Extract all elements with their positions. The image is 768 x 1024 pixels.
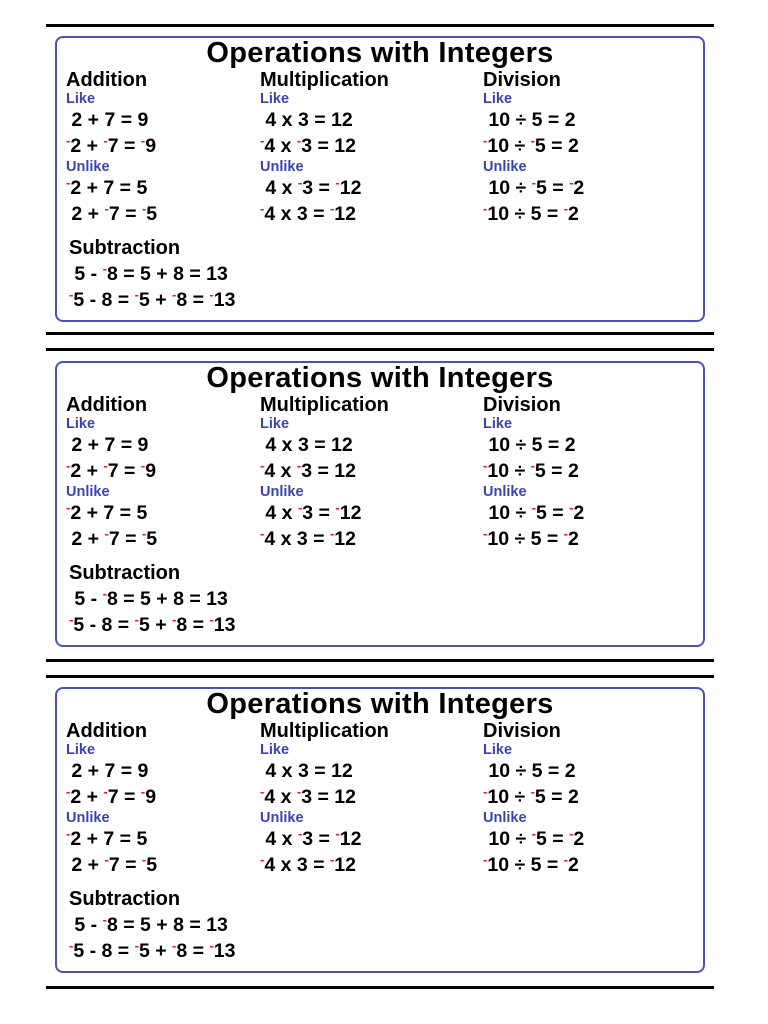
negative-sign: - (260, 784, 265, 799)
equation (260, 432, 389, 458)
negative-sign: - (66, 826, 71, 841)
equation-text: 10 ÷ (483, 502, 532, 524)
equation-text: 3 = (302, 177, 336, 199)
equation-text: 2 (567, 203, 579, 225)
equation-text: 5 + (138, 289, 173, 311)
equation-text: 13 (213, 289, 236, 311)
equation-text: 13 (213, 940, 236, 962)
division-heading: Division (483, 720, 561, 742)
equation (260, 784, 389, 810)
equation-text: 2 + 7 = 5 (70, 177, 148, 199)
equation-text: 4 x 3 = (264, 854, 330, 876)
equation (66, 107, 157, 133)
equation-text: 12 (334, 854, 356, 876)
negative-sign: - (69, 287, 74, 302)
equation (483, 758, 584, 784)
equation-text: 2 + (66, 854, 105, 876)
negative-sign: - (102, 586, 107, 601)
subtraction-heading: Subtraction (69, 237, 181, 259)
negative-sign: - (260, 201, 265, 216)
equation-text: 5 - 8 = (73, 289, 135, 311)
like-label: Like (260, 91, 290, 107)
negative-sign: - (102, 912, 107, 927)
equation (66, 526, 157, 552)
negative-sign: - (483, 526, 488, 541)
equation (69, 287, 235, 313)
equation-text: 10 ÷ (487, 135, 531, 157)
negative-sign: - (531, 826, 536, 841)
equation (260, 458, 389, 484)
subtraction-heading: Subtraction (69, 888, 181, 910)
negative-sign: - (66, 175, 71, 190)
multiplication-heading: Multiplication (260, 720, 389, 742)
integer-operations-card (55, 687, 705, 973)
equation-text: 8 = 5 + 8 = 13 (106, 588, 228, 610)
negative-sign: - (140, 458, 146, 473)
equation-text: 7 = (108, 203, 142, 225)
equation (483, 784, 584, 810)
negative-sign: - (102, 261, 107, 276)
equation (260, 175, 389, 201)
equation-text: 5 (146, 854, 158, 876)
subtraction-section (69, 886, 235, 964)
equation (66, 758, 157, 784)
equation (260, 107, 389, 133)
negative-sign: - (104, 852, 109, 867)
negative-sign: - (172, 287, 177, 302)
equation-text: 3 = 12 (301, 135, 356, 157)
equation (69, 612, 235, 638)
equation-text: 7 = (108, 528, 142, 550)
equation-text: 9 (145, 460, 157, 482)
unlike-label: Unlike (66, 810, 110, 826)
equation-text: 4 x (260, 502, 298, 524)
equation-text: 8 = 5 + 8 = 13 (106, 263, 228, 285)
equation-text: 3 = (302, 502, 336, 524)
negative-sign: - (329, 526, 335, 541)
negative-sign: - (103, 784, 108, 799)
equation (483, 526, 584, 552)
divider-line (46, 332, 714, 335)
unlike-label: Unlike (260, 484, 304, 500)
negative-sign: - (483, 852, 488, 867)
equation-text: 10 ÷ 5 = (487, 854, 564, 876)
negative-sign: - (563, 201, 568, 216)
equation-text: 5 - (69, 263, 103, 285)
equation-text: 10 ÷ (487, 786, 531, 808)
negative-sign: - (260, 458, 265, 473)
equation-text: 7 = (107, 786, 141, 808)
equation-text: 8 = (176, 940, 210, 962)
equation-text: 5 + (138, 614, 173, 636)
negative-sign: - (141, 852, 147, 867)
negative-sign: - (134, 938, 139, 953)
equation-text: 10 ÷ 5 = 2 (483, 109, 576, 131)
negative-sign: - (66, 133, 71, 148)
equation-text: 5 = (536, 177, 570, 199)
addition-heading: Addition (66, 69, 148, 91)
multiplication-column (260, 720, 389, 878)
equation-text: 2 (573, 177, 585, 199)
equation-text: 10 ÷ (483, 177, 532, 199)
negative-sign: - (335, 826, 340, 841)
like-label: Like (66, 742, 96, 758)
negative-sign: - (569, 500, 574, 515)
negative-sign: - (297, 175, 303, 190)
equation-text: 2 + (70, 135, 104, 157)
negative-sign: - (141, 526, 147, 541)
equation-text: 2 + 7 = 5 (70, 502, 148, 524)
negative-sign: - (335, 175, 340, 190)
equation-text: 8 = (176, 289, 210, 311)
unlike-label: Unlike (66, 159, 110, 175)
equation-text: 5 + (138, 940, 173, 962)
negative-sign: - (104, 526, 109, 541)
equation-text: 10 ÷ 5 = (487, 203, 564, 225)
division-column (483, 394, 584, 552)
divider-line (46, 659, 714, 662)
negative-sign: - (209, 287, 214, 302)
unlike-label: Unlike (260, 159, 304, 175)
division-column (483, 720, 584, 878)
negative-sign: - (66, 500, 71, 515)
like-label: Like (483, 91, 513, 107)
equation (260, 758, 389, 784)
equation-text: 10 ÷ 5 = 2 (483, 434, 576, 456)
equation-text: 2 + 7 = 9 (66, 109, 149, 131)
addition-column (66, 69, 157, 227)
negative-sign: - (134, 612, 139, 627)
equation (66, 133, 157, 159)
negative-sign: - (172, 938, 177, 953)
equation (260, 500, 389, 526)
negative-sign: - (569, 826, 574, 841)
equation (483, 107, 584, 133)
equation-text: 12 (339, 502, 362, 524)
equation-text: 12 (334, 203, 356, 225)
integer-operations-card (55, 361, 705, 647)
equation (69, 261, 235, 287)
equation (260, 526, 389, 552)
negative-sign: - (483, 133, 488, 148)
negative-sign: - (483, 458, 488, 473)
negative-sign: - (104, 201, 109, 216)
equation-text: 2 + (70, 460, 104, 482)
negative-sign: - (531, 500, 536, 515)
equation-text: 5 = (536, 828, 570, 850)
divider-line (46, 24, 714, 27)
negative-sign: - (103, 133, 108, 148)
equation-text: 2 + (66, 203, 105, 225)
equation-text: 4 x (260, 177, 298, 199)
negative-sign: - (296, 784, 302, 799)
equation-text: 2 + (70, 786, 104, 808)
division-heading: Division (483, 69, 561, 91)
equation-text: 4 x (264, 786, 297, 808)
equation (66, 852, 157, 878)
multiplication-column (260, 394, 389, 552)
equation-text: 8 = 5 + 8 = 13 (106, 914, 228, 936)
divider-line (46, 675, 714, 678)
equation (483, 826, 584, 852)
negative-sign: - (260, 133, 265, 148)
equation-text: 3 = 12 (301, 786, 356, 808)
equation (483, 852, 584, 878)
equation-text: 7 = (108, 854, 142, 876)
negative-sign: - (296, 133, 302, 148)
equation-text: 2 (567, 528, 579, 550)
multiplication-column (260, 69, 389, 227)
negative-sign: - (563, 526, 568, 541)
negative-sign: - (141, 201, 147, 216)
equation-text: 4 x 3 = 12 (260, 760, 353, 782)
equation-text: 12 (339, 828, 362, 850)
division-column (483, 69, 584, 227)
equation-text: 12 (339, 177, 362, 199)
negative-sign: - (209, 612, 214, 627)
equation-text: 7 = (107, 460, 141, 482)
equation (483, 133, 584, 159)
equation (260, 133, 389, 159)
equation-text: 4 x (264, 135, 297, 157)
negative-sign: - (260, 526, 265, 541)
equation (66, 784, 157, 810)
negative-sign: - (66, 784, 71, 799)
negative-sign: - (296, 458, 302, 473)
divider-line (46, 348, 714, 351)
negative-sign: - (103, 458, 108, 473)
equation-text: 12 (334, 528, 356, 550)
negative-sign: - (329, 201, 335, 216)
addition-column (66, 394, 157, 552)
equation (69, 586, 235, 612)
equation-text: 5 = 2 (534, 135, 579, 157)
multiplication-heading: Multiplication (260, 394, 389, 416)
equation-text: 4 x 3 = 12 (260, 109, 353, 131)
equation-text: 4 x 3 = 12 (260, 434, 353, 456)
equation (483, 432, 584, 458)
negative-sign: - (66, 458, 71, 473)
negative-sign: - (260, 852, 265, 867)
like-label: Like (66, 416, 96, 432)
equation (66, 500, 157, 526)
negative-sign: - (483, 784, 488, 799)
equation (483, 458, 584, 484)
equation-text: 2 (573, 828, 585, 850)
integer-operations-card (55, 36, 705, 322)
negative-sign: - (140, 133, 146, 148)
equation-text: 10 ÷ 5 = (487, 528, 564, 550)
negative-sign: - (335, 500, 340, 515)
negative-sign: - (530, 133, 535, 148)
card-title: Operations with Integers (206, 688, 554, 720)
equation-text: 4 x 3 = (264, 528, 330, 550)
equation-text: 9 (145, 786, 157, 808)
equation-text: 10 ÷ (487, 460, 531, 482)
equation (66, 201, 157, 227)
equation-text: 5 - 8 = (73, 614, 135, 636)
negative-sign: - (209, 938, 214, 953)
equation (483, 175, 584, 201)
like-label: Like (260, 742, 290, 758)
addition-column (66, 720, 157, 878)
negative-sign: - (530, 458, 535, 473)
card-title: Operations with Integers (206, 362, 554, 394)
subtraction-section (69, 560, 235, 638)
equation-text: 5 = (536, 502, 570, 524)
negative-sign: - (140, 784, 146, 799)
equation-text: 2 + (66, 528, 105, 550)
equation (483, 201, 584, 227)
equation-text: 5 = 2 (534, 460, 579, 482)
equation-text: 5 (146, 203, 158, 225)
like-label: Like (483, 742, 513, 758)
equation-text: 13 (213, 614, 236, 636)
equation-text: 4 x (260, 828, 298, 850)
negative-sign: - (69, 938, 74, 953)
equation-text: 4 x (264, 460, 297, 482)
equation (69, 938, 235, 964)
multiplication-heading: Multiplication (260, 69, 389, 91)
like-label: Like (483, 416, 513, 432)
negative-sign: - (134, 287, 139, 302)
equation-text: 8 = (176, 614, 210, 636)
unlike-label: Unlike (483, 810, 527, 826)
unlike-label: Unlike (483, 159, 527, 175)
equation-text: 5 - (69, 588, 103, 610)
equation-text: 2 (573, 502, 585, 524)
equation-text: 10 ÷ 5 = 2 (483, 760, 576, 782)
negative-sign: - (530, 784, 535, 799)
unlike-label: Unlike (66, 484, 110, 500)
unlike-label: Unlike (260, 810, 304, 826)
equation (66, 175, 157, 201)
negative-sign: - (531, 175, 536, 190)
unlike-label: Unlike (483, 484, 527, 500)
equation-text: 2 + 7 = 9 (66, 434, 149, 456)
negative-sign: - (569, 175, 574, 190)
negative-sign: - (297, 500, 303, 515)
equation (66, 432, 157, 458)
equation-text: 3 = (302, 828, 336, 850)
divider-line (46, 986, 714, 989)
equation-text: 7 = (107, 135, 141, 157)
subtraction-section (69, 235, 235, 313)
negative-sign: - (329, 852, 335, 867)
equation (69, 912, 235, 938)
equation-text: 5 - (69, 914, 103, 936)
equation-text: 10 ÷ (483, 828, 532, 850)
equation-text: 2 + 7 = 9 (66, 760, 149, 782)
addition-heading: Addition (66, 720, 148, 742)
negative-sign: - (563, 852, 568, 867)
card-title: Operations with Integers (206, 37, 554, 69)
equation (66, 458, 157, 484)
equation (260, 826, 389, 852)
equation-text: 5 - 8 = (73, 940, 135, 962)
equation (260, 852, 389, 878)
equation (66, 826, 157, 852)
equation-text: 2 + 7 = 5 (70, 828, 148, 850)
addition-heading: Addition (66, 394, 148, 416)
division-heading: Division (483, 394, 561, 416)
negative-sign: - (172, 612, 177, 627)
equation (260, 201, 389, 227)
equation (483, 500, 584, 526)
like-label: Like (260, 416, 290, 432)
equation-text: 3 = 12 (301, 460, 356, 482)
negative-sign: - (69, 612, 74, 627)
negative-sign: - (297, 826, 303, 841)
equation-text: 9 (145, 135, 157, 157)
equation-text: 4 x 3 = (264, 203, 330, 225)
negative-sign: - (483, 201, 488, 216)
equation-text: 5 (146, 528, 158, 550)
like-label: Like (66, 91, 96, 107)
equation-text: 5 = 2 (534, 786, 579, 808)
subtraction-heading: Subtraction (69, 562, 181, 584)
equation-text: 2 (567, 854, 579, 876)
